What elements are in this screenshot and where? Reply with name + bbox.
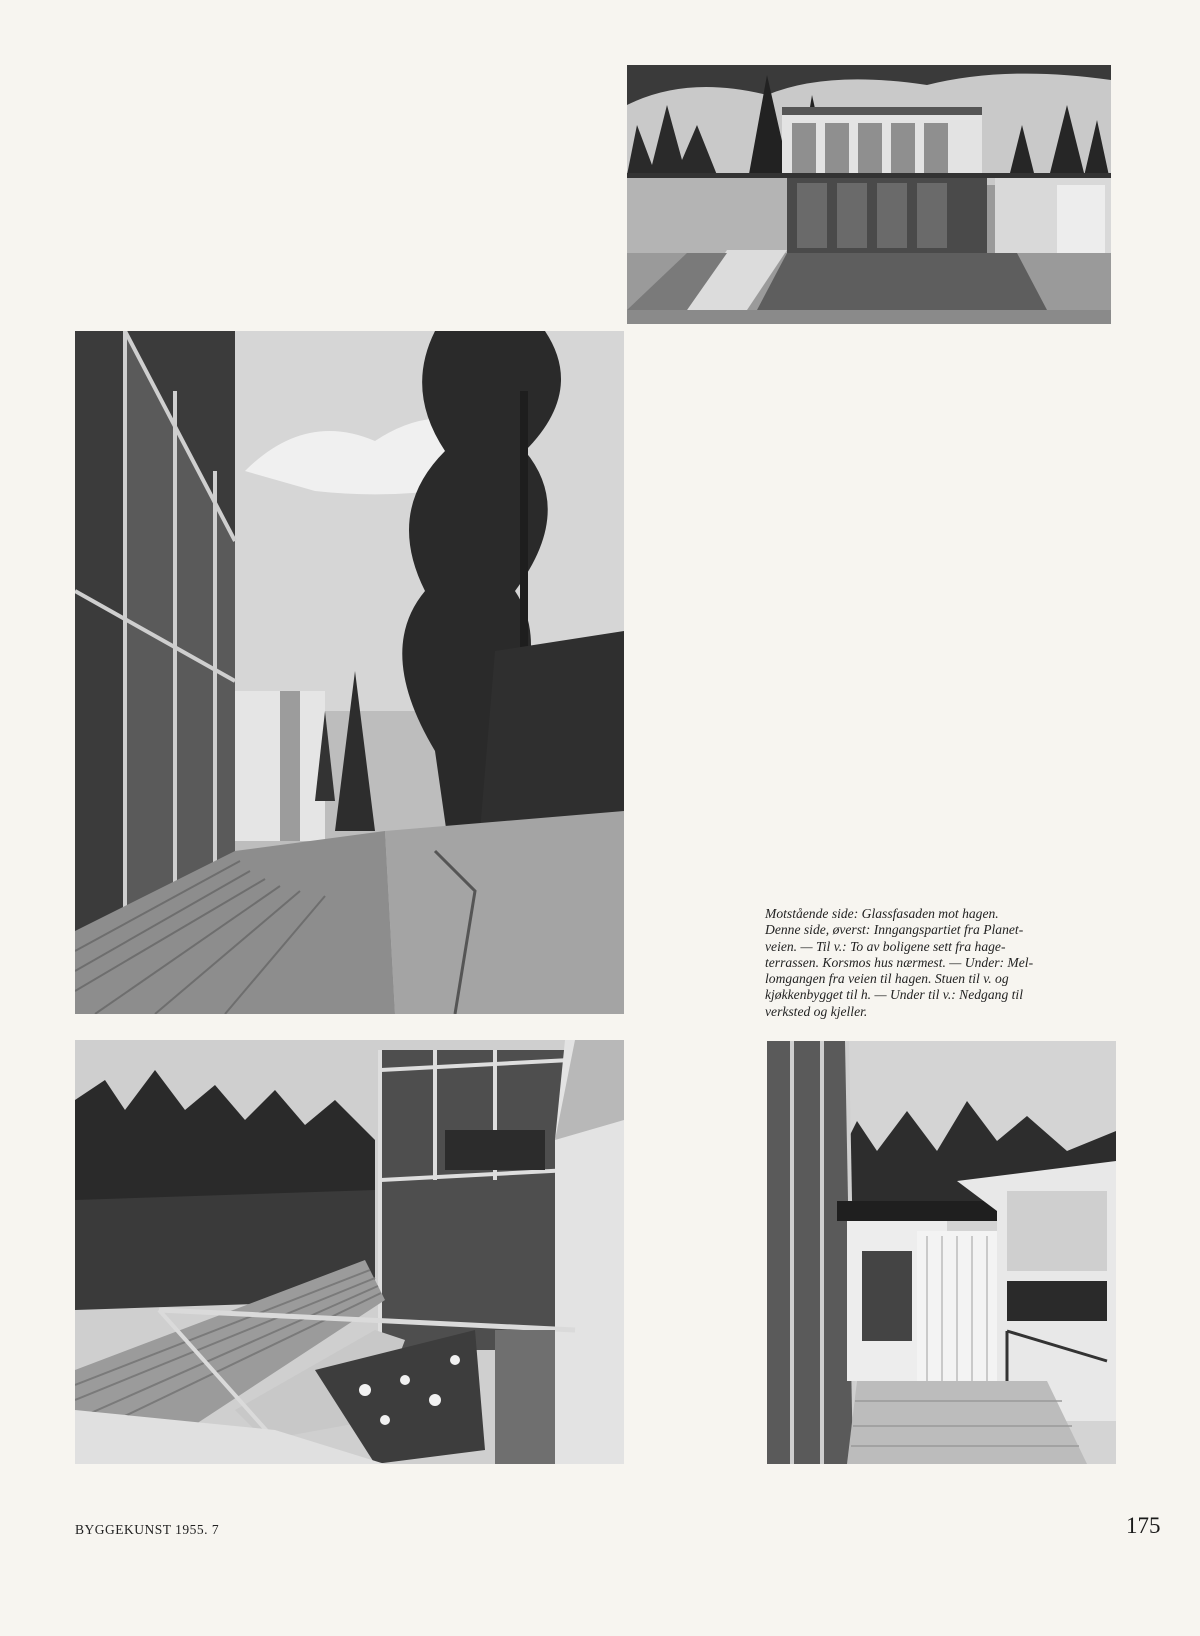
caption-line: verksted og kjeller. xyxy=(765,1003,868,1019)
caption-line: Motstående side: Glassfasaden mot hagen. xyxy=(765,906,999,921)
caption-line: kjøkkenbygget til h. — Under til v.: Nedgang til xyxy=(765,987,1023,1003)
journal-footer: BYGGEKUNST 1955. 7 xyxy=(75,1522,220,1537)
photo-caption xyxy=(765,906,1117,1020)
caption-line: veien. — Til v.: To av boligene sett fra hage- xyxy=(765,938,1006,954)
caption-line: terrassen. Korsmos hus nærmest. — Under: Mel- xyxy=(765,954,1034,970)
caption-line: Denne side, øverst: Inngangspartiet fra Planet- xyxy=(765,922,1024,938)
caption-line: lomgangen fra veien til hagen. Stuen til v. og xyxy=(765,971,1009,987)
photo-stairs-workshop xyxy=(75,1040,624,1464)
page-number: 175 xyxy=(1126,1513,1161,1538)
photo-passage-to-garden xyxy=(767,1041,1116,1464)
photo-glass-facade-terrace xyxy=(75,331,624,1014)
photo-entrance xyxy=(627,65,1111,324)
